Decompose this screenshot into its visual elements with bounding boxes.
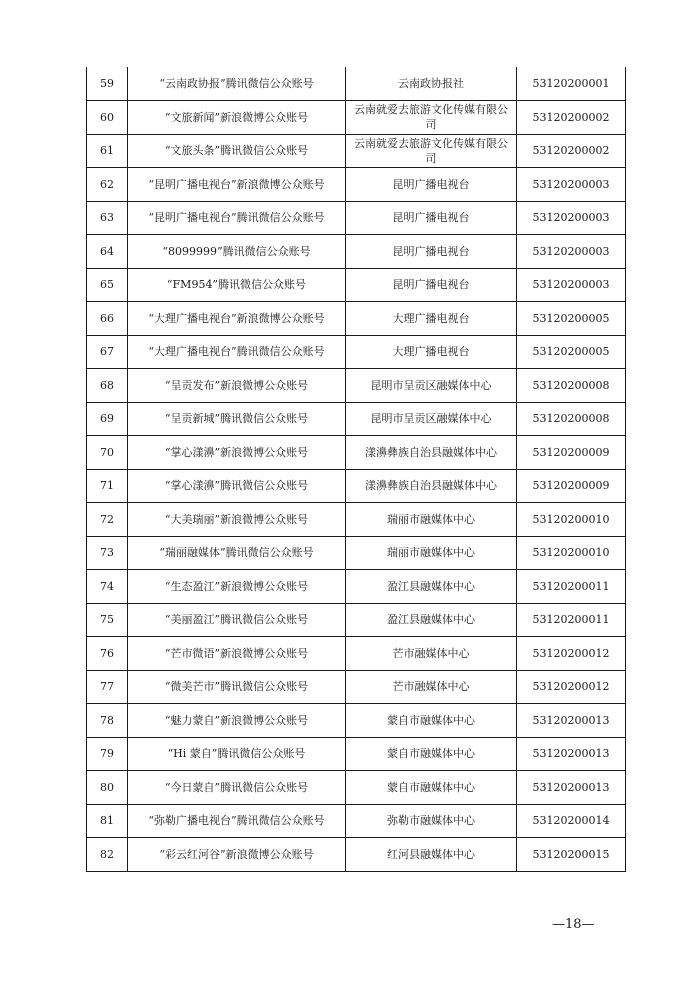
table-row [87,570,626,604]
registration-code: 53120200003 [517,201,626,235]
registration-code: 53120200013 [517,737,626,771]
account-name: “今日蒙自”腾讯微信公众账号 [128,771,346,805]
registration-code: 53120200009 [517,469,626,503]
organization-name: 昆明广播电视台 [346,201,517,235]
row-number: 70 [87,436,128,470]
organization-name: 昆明广播电视台 [346,235,517,269]
organization-name: 大理广播电视台 [346,302,517,336]
table-row [87,335,626,369]
registration-code: 53120200005 [517,335,626,369]
account-name: “弥勒广播电视台”腾讯微信公众账号 [128,804,346,838]
table-row [87,536,626,570]
organization-name: 大理广播电视台 [346,335,517,369]
row-number: 67 [87,335,128,369]
account-name: “呈贡新城”腾讯微信公众账号 [128,402,346,436]
table-row [87,201,626,235]
row-number: 79 [87,737,128,771]
account-registry-table [86,67,626,872]
row-number: 76 [87,637,128,671]
registration-code: 53120200002 [517,101,626,135]
row-number: 60 [87,101,128,135]
registration-code: 53120200014 [517,804,626,838]
organization-name: 蒙自市融媒体中心 [346,704,517,738]
table-row [87,503,626,537]
registration-code: 53120200012 [517,670,626,704]
row-number: 74 [87,570,128,604]
row-number: 61 [87,134,128,168]
page-number: —18— [552,917,595,932]
table-row [87,771,626,805]
organization-name: 昆明广播电视台 [346,268,517,302]
row-number: 65 [87,268,128,302]
registration-code: 53120200010 [517,536,626,570]
registration-code: 53120200003 [517,235,626,269]
account-name: “云南政协报”腾讯微信公众账号 [128,67,346,101]
organization-name: 红河县融媒体中心 [346,838,517,872]
organization-name: 瑞丽市融媒体中心 [346,503,517,537]
organization-name: 云南政协报社 [346,67,517,101]
table-row [87,134,626,168]
organization-name: 漾濞彝族自治县融媒体中心 [346,469,517,503]
account-name: “芒市微语”新浪微博公众账号 [128,637,346,671]
row-number: 59 [87,67,128,101]
account-name: “大美瑞丽”新浪微博公众账号 [128,503,346,537]
row-number: 82 [87,838,128,872]
account-name: “掌心漾濞”新浪微博公众账号 [128,436,346,470]
account-name: “生态盈江”新浪微博公众账号 [128,570,346,604]
row-number: 75 [87,603,128,637]
row-number: 78 [87,704,128,738]
account-name: “文旅新闻”新浪微博公众账号 [128,101,346,135]
registration-code: 53120200011 [517,570,626,604]
account-name: “大理广播电视台”新浪微博公众账号 [128,302,346,336]
registration-code: 53120200008 [517,402,626,436]
registration-code: 53120200008 [517,369,626,403]
account-name: “大理广播电视台”腾讯微信公众账号 [128,335,346,369]
table-row [87,704,626,738]
organization-name: 昆明广播电视台 [346,168,517,202]
table-row [87,101,626,135]
table-row [87,838,626,872]
row-number: 63 [87,201,128,235]
table-row [87,67,626,101]
row-number: 77 [87,670,128,704]
organization-name: 蒙自市融媒体中心 [346,737,517,771]
account-name: “8099999”腾讯微信公众账号 [128,235,346,269]
account-name: “文旅头条”腾讯微信公众账号 [128,134,346,168]
row-number: 62 [87,168,128,202]
table-row [87,168,626,202]
organization-name: 芒市融媒体中心 [346,637,517,671]
table-row [87,436,626,470]
organization-name: 昆明市呈贡区融媒体中心 [346,402,517,436]
account-name: “昆明广播电视台”新浪微博公众账号 [128,168,346,202]
account-name: “呈贡发布”新浪微博公众账号 [128,369,346,403]
account-name: “瑞丽融媒体”腾讯微信公众账号 [128,536,346,570]
organization-name: 芒市融媒体中心 [346,670,517,704]
registration-code: 53120200013 [517,704,626,738]
registration-code: 53120200001 [517,67,626,101]
registration-code: 53120200010 [517,503,626,537]
registration-code: 53120200012 [517,637,626,671]
row-number: 64 [87,235,128,269]
account-name: “微美芒市”腾讯微信公众账号 [128,670,346,704]
organization-name: 云南就爱去旅游文化传媒有限公司 [346,101,517,135]
registration-code: 53120200005 [517,302,626,336]
row-number: 71 [87,469,128,503]
table-row [87,469,626,503]
account-name: “Hi 蒙自”腾讯微信公众账号 [128,737,346,771]
registration-code: 53120200009 [517,436,626,470]
registration-code: 53120200003 [517,168,626,202]
account-name: “彩云红河谷”新浪微博公众账号 [128,838,346,872]
organization-name: 瑞丽市融媒体中心 [346,536,517,570]
table-row [87,804,626,838]
table-row [87,268,626,302]
organization-name: 盈江县融媒体中心 [346,603,517,637]
table-row [87,637,626,671]
organization-name: 盈江县融媒体中心 [346,570,517,604]
account-name: “魅力蒙自”新浪微博公众账号 [128,704,346,738]
table-row [87,235,626,269]
row-number: 69 [87,402,128,436]
organization-name: 云南就爱去旅游文化传媒有限公司 [346,134,517,168]
table-row [87,369,626,403]
registration-code: 53120200011 [517,603,626,637]
registration-code: 53120200015 [517,838,626,872]
table-row [87,302,626,336]
account-name: “掌心漾濞”腾讯微信公众账号 [128,469,346,503]
row-number: 72 [87,503,128,537]
account-name: “昆明广播电视台”腾讯微信公众账号 [128,201,346,235]
table-row [87,402,626,436]
account-name: “FM954”腾讯微信公众账号 [128,268,346,302]
row-number: 68 [87,369,128,403]
registration-code: 53120200013 [517,771,626,805]
row-number: 81 [87,804,128,838]
table-row [87,737,626,771]
row-number: 73 [87,536,128,570]
organization-name: 蒙自市融媒体中心 [346,771,517,805]
table-row [87,603,626,637]
organization-name: 弥勒市融媒体中心 [346,804,517,838]
row-number: 66 [87,302,128,336]
account-name: “美丽盈江”腾讯微信公众账号 [128,603,346,637]
registration-code: 53120200002 [517,134,626,168]
table-row [87,670,626,704]
organization-name: 昆明市呈贡区融媒体中心 [346,369,517,403]
row-number: 80 [87,771,128,805]
organization-name: 漾濞彝族自治县融媒体中心 [346,436,517,470]
table-body [87,67,626,871]
registration-code: 53120200003 [517,268,626,302]
